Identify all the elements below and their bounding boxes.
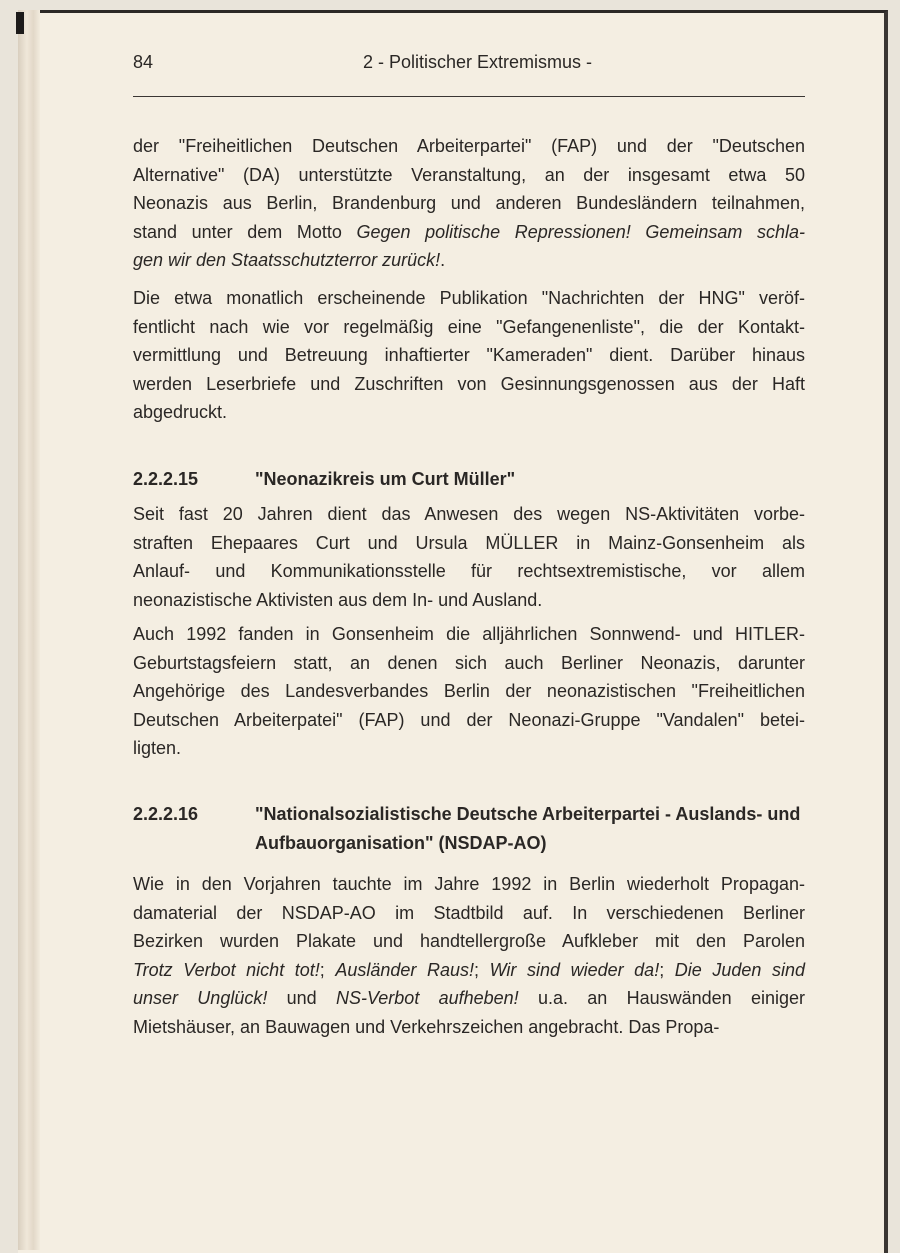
text-segment: stand unter dem Motto [133,221,357,242]
text-segment: Wie in den Vorjahren tauchte im Jahre 1992 in Berlin wiederholt Propagan- [133,874,805,894]
italic-quote: Trotz Verbot nicht tot! [133,959,320,980]
text-line [133,927,805,956]
italic-quote: unser Unglück! [133,988,268,1009]
text-segment: ligten. [133,738,182,759]
text-line [133,706,805,735]
section-number: 2.2.2.16 [133,804,199,824]
page-edge-stack [18,10,40,1250]
text-segment: Alternative" (DA) unterstützte Veranstaltung, an der insgesamt etwa 50 [133,164,805,185]
page-number: 84 [133,52,154,72]
text-line [133,284,805,313]
text-segment: Deutschen Arbeiterpatei" (FAP) und der Neonazi-Gruppe "Vandalen" betei- [133,709,805,730]
text-segment: ; [319,959,336,980]
text-segment: . [440,250,446,271]
section-heading [133,800,813,857]
text-segment: Neonazis aus Berlin, Brandenburg und anderen Bundesländern teilnahmen, [133,193,805,214]
paragraph [133,500,805,614]
italic-quote: Ausländer Raus! [335,959,475,980]
text-line [133,161,805,190]
text-line [133,529,805,558]
italic-quote: Die Juden sind [674,959,805,980]
text-segment: Bezirken wurden Plakate und handtellergroße Aufkleber mit den Parolen [133,931,805,952]
running-title: 2 - Politischer Extremismus - [363,52,593,72]
text-segment: u.a. an Hauswänden einiger [518,988,805,1009]
text-segment: vermittlung und Betreuung inhaftierter "Kameraden" dient. Darüber hinaus [133,345,805,366]
text-line [133,500,805,529]
text-segment: Seit fast 20 Jahren dient das Anwesen des wegen NS-Aktivitäten vorbe- [133,504,805,524]
text-line [133,677,805,706]
section-heading [133,465,813,494]
text-line [133,313,805,342]
text-segment: Geburtstagsfeiern statt, an denen sich auch Berliner Neonazis, darunter [133,652,805,673]
text-line [133,956,805,985]
text-line [133,734,805,763]
text-segment: abgedruckt. [133,402,228,423]
italic-quote: Gegen politische Repressionen! Gemeinsam schla- [356,221,805,242]
text-line [133,899,805,928]
text-segment: Auch 1992 fanden in Gonsenheim die alljährlichen Sonnwend- und HITLER- [133,624,805,644]
text-segment: Anlauf- und Kommunikationsstelle für rechtsextremistische, vor allem [133,561,805,582]
text-segment: ; [474,959,490,980]
text-segment: Mietshäuser, an Bauwagen und Verkehrszeichen angebracht. Das Propa- [133,1016,720,1037]
text-line [133,1013,805,1042]
text-line [133,189,805,218]
text-line [133,341,805,370]
text-segment: der "Freiheitlichen Deutschen Arbeiterpartei" (FAP) und der "Deutschen [133,136,805,156]
paragraph [133,620,805,763]
text-segment: Angehörige des Landesverbandes Berlin der neonazistischen "Freiheitlichen [133,681,805,702]
paragraph [133,284,805,427]
section-title: "Neonazikreis um Curt Müller" [255,469,516,489]
text-line [133,557,805,586]
italic-quote: NS-Verbot aufheben! [335,988,519,1009]
text-segment: neonazistische Aktivisten aus dem In- und Ausland. [133,589,543,610]
text-line [133,132,805,161]
paragraph [133,132,805,275]
text-segment: und [267,988,336,1009]
text-line [133,398,805,427]
text-segment: Die etwa monatlich erscheinende Publikation "Nachrichten der HNG" veröf- [133,288,805,308]
section-title: "Nationalsozialistische Deutsche Arbeiterpartei - Auslands- und Aufbauorganisation" (NSDAP-AO) [255,804,801,853]
paragraph [133,870,805,1042]
italic-quote: Wir sind wieder da! [489,959,660,980]
italic-quote: gen wir den Staatsschutzterror zurück! [133,250,441,271]
text-line [133,218,805,247]
text-line [133,370,805,399]
page-header [133,52,805,82]
text-segment: damaterial der NSDAP-AO im Stadtbild auf. In verschiedenen Berliner [133,902,805,923]
text-line [133,649,805,678]
text-segment: ; [659,959,675,980]
section-number: 2.2.2.15 [133,469,199,489]
text-segment: werden Leserbriefe und Zuschriften von Gesinnungsgenossen aus der Haft [133,373,805,394]
text-line [133,586,805,615]
text-line [133,984,805,1013]
text-segment: straften Ehepaares Curt und Ursula MÜLLER in Mainz-Gonsenheim als [133,532,805,553]
header-rule [133,96,805,97]
text-segment: fentlicht nach wie vor regelmäßig eine "Gefangenenliste", die der Kontakt- [133,316,805,337]
text-line [133,246,805,275]
text-line [133,870,805,899]
text-line [133,620,805,649]
book-corner [16,12,24,34]
